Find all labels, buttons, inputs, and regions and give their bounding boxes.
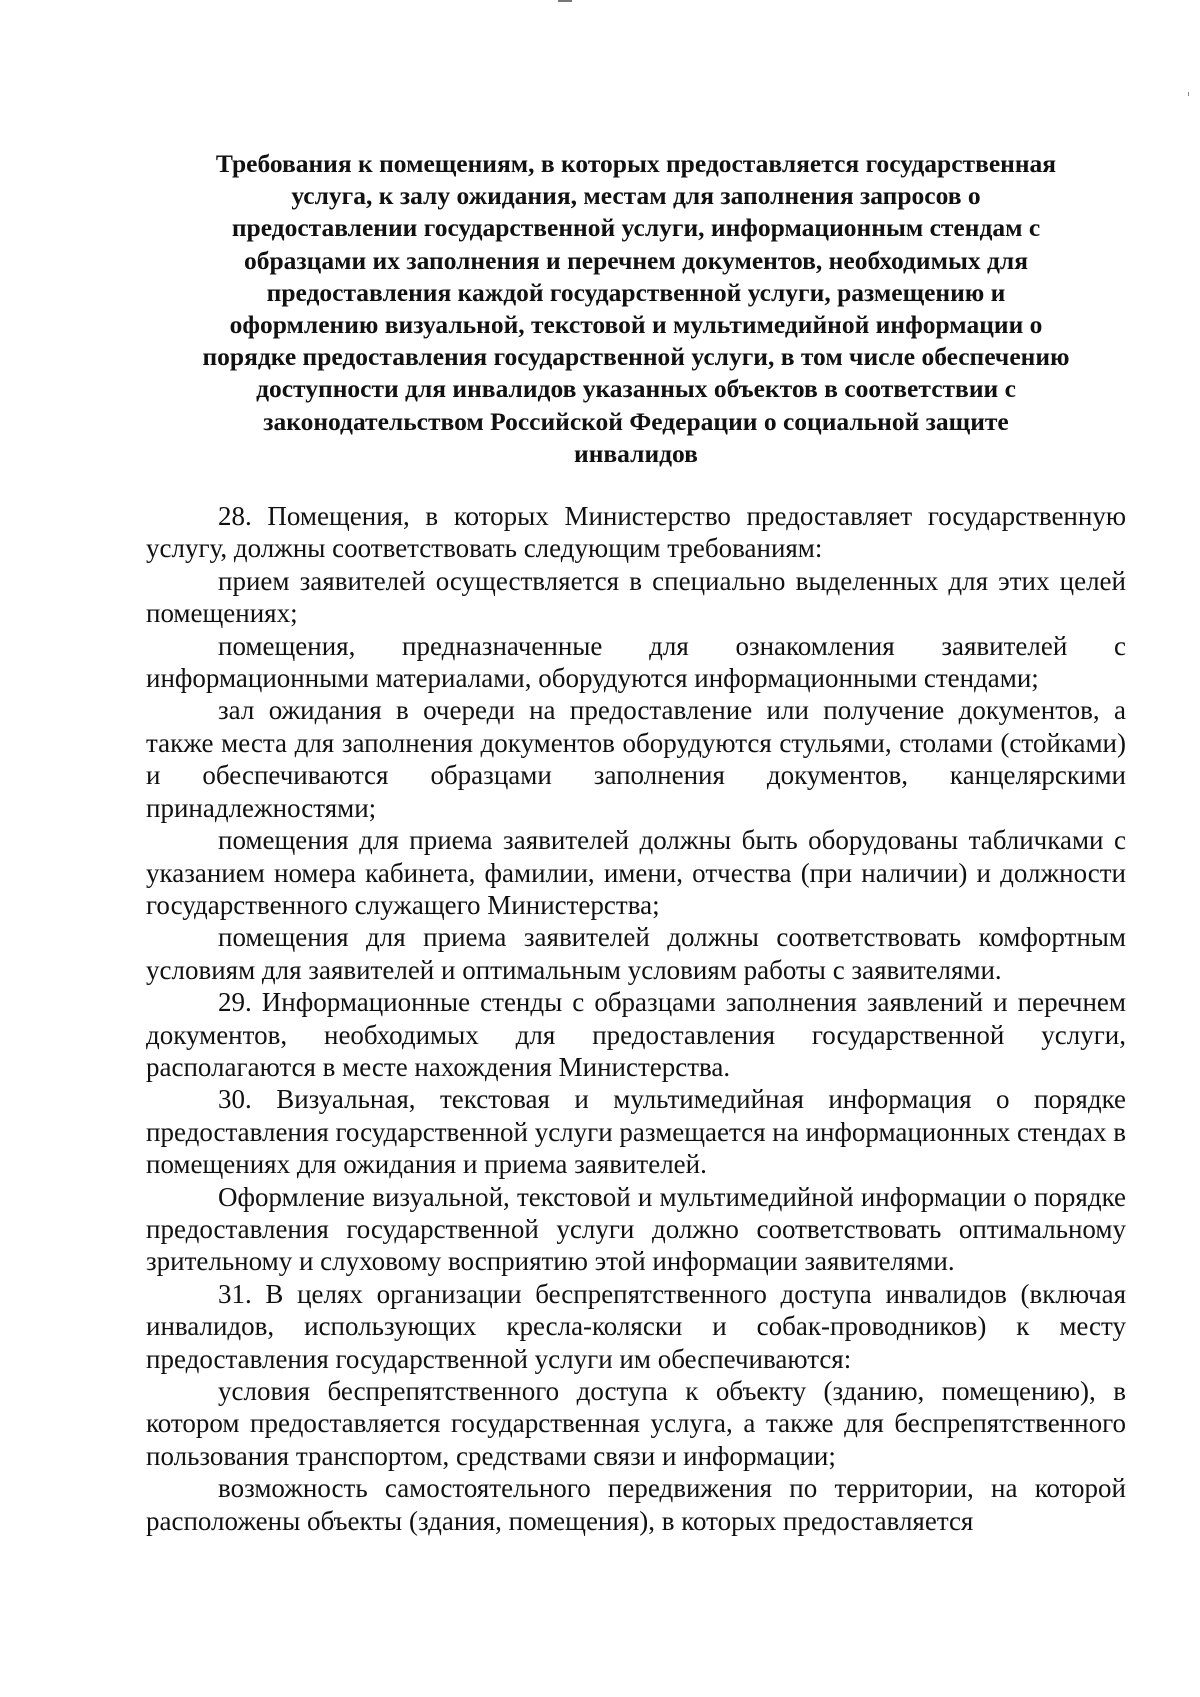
heading-line: доступности для инвалидов указанных объектов в соответствии с — [256, 374, 1016, 404]
paragraph: помещения для приема заявителей должны быть оборудованы табличками с указанием номера кабинета, фамилии, имени, отчества (при наличии) и должности государственного служащего Министерства; — [146, 825, 1126, 920]
paragraph-31: 31. В целях организации беспрепятственного доступа инвалидов (включая инвалидов, использующих кресла-коляски и собак-проводников) к месту предоставления государственной услуги им обеспечиваются: — [146, 1278, 1126, 1374]
document-content — [146, 148, 1126, 1537]
paragraph: условия беспрепятственного доступа к объекту (зданию, помещению), в котором предоставляется государственная услуга, а также для беспрепятственного пользования транспортом, средствами связи и информации; — [146, 1376, 1126, 1471]
heading-line: инвалидов — [574, 438, 698, 468]
paragraph: зал ожидания в очереди на предоставление или получение документов, а также места для заполнения документов оборудуются стульями, столами (стойками) и обеспечиваются образцами заполнения документов, канцелярскими принадлежностями; — [146, 695, 1126, 823]
paragraph: помещения для приема заявителей должны соответствовать комфортным условиям для заявителей и оптимальным условиям работы с заявителями. — [146, 922, 1126, 985]
heading-line: предоставлении государственной услуги, информационным стендам с — [231, 213, 1041, 243]
scan-mark — [558, 0, 572, 2]
paragraph: возможность самостоятельного передвижения по территории, на которой расположены объекты (здания, помещения), в которых предоставляется — [146, 1473, 1126, 1536]
scan-mark — [1188, 92, 1189, 96]
heading-line: услуга, к залу ожидания, местам для заполнения запросов о — [291, 181, 981, 211]
heading-line: законодательством Российской Федерации о социальной защите — [263, 406, 1009, 436]
paragraph-30: 30. Визуальная, текстовая и мультимедийная информация о порядке предоставления государственной услуги размещается на информационных стендах в помещениях для ожидания и приема заявителей. — [146, 1084, 1126, 1180]
heading-line: образцами их заполнения и перечнем документов, необходимых для — [243, 245, 1029, 275]
heading-line: порядке предоставления государственной услуги, в том числе обеспечению — [202, 342, 1070, 372]
heading-line: Требования к помещениям, в которых предоставляется государственная — [215, 149, 1057, 178]
section-heading — [146, 148, 1126, 470]
heading-line: оформлению визуальной, текстовой и мультимедийной информации о — [229, 310, 1043, 340]
paragraph-28: 28. Помещения, в которых Министерство предоставляет государственную услугу, должны соответствовать следующим требованиям: — [146, 501, 1126, 564]
paragraph: помещения, предназначенные для ознакомления заявителей с информационными материалами, оборудуются информационными стендами; — [146, 630, 1126, 694]
paragraph: Оформление визуальной, текстовой и мультимедийной информации о порядке предоставления государственной услуги должно соответствовать оптимальному зрительному и слуховому восприятию этой информации заявителями. — [146, 1181, 1126, 1277]
heading-line: предоставления каждой государственной услуги, размещению и — [266, 277, 1006, 307]
paragraph-29: 29. Информационные стенды с образцами заполнения заявлений и перечнем документов, необходимых для предоставления государственной услуги, располагаются в месте нахождения Министерства. — [146, 987, 1126, 1082]
paragraph: прием заявителей осуществляется в специально выделенных для этих целей помещениях; — [146, 565, 1126, 629]
body-text — [146, 500, 1126, 1537]
